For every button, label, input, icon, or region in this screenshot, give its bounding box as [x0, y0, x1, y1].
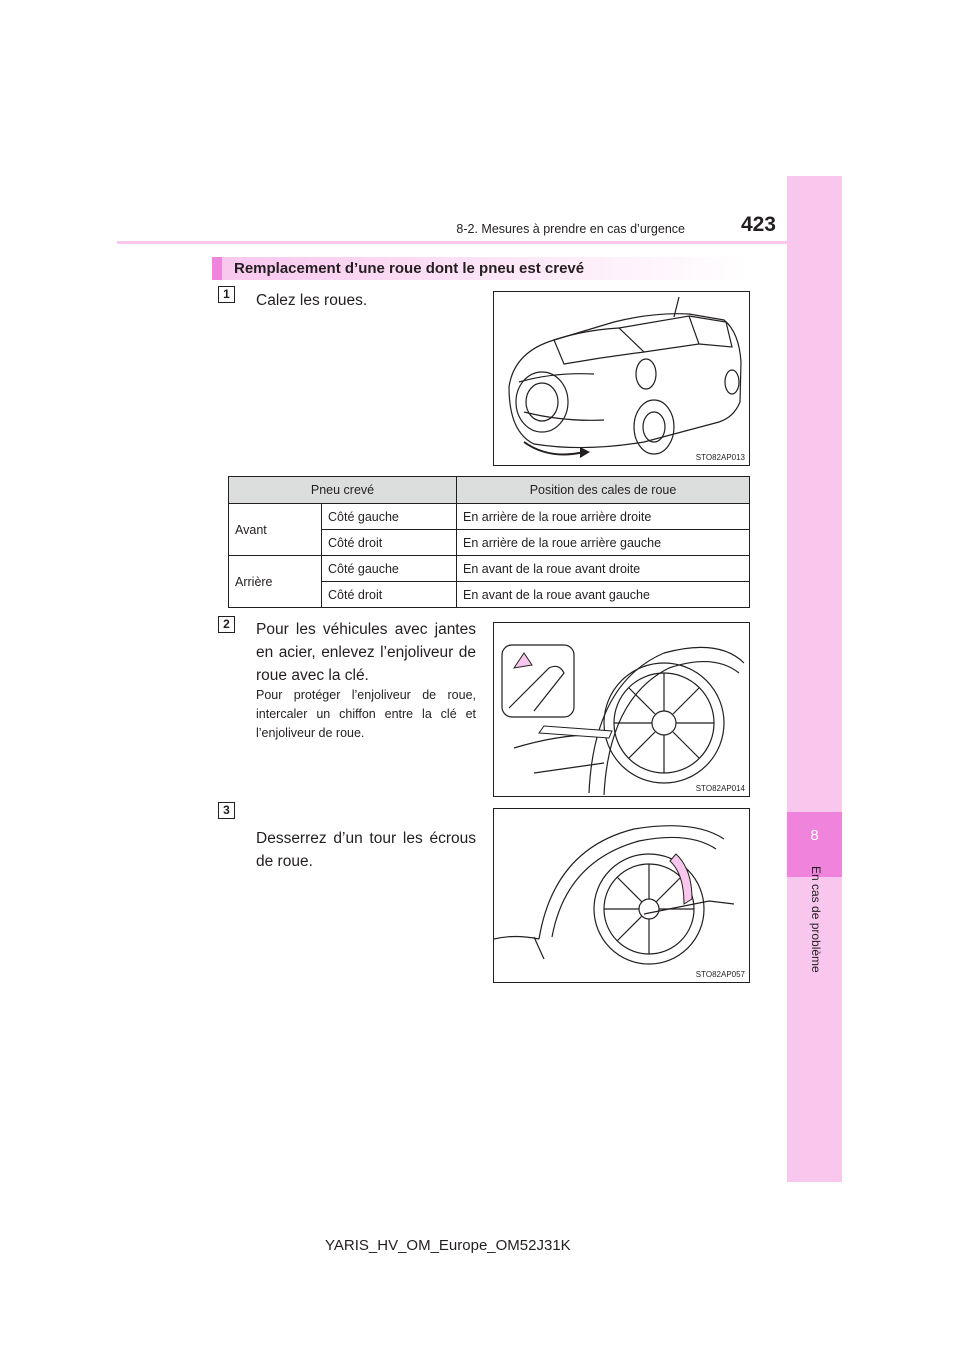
step-number-2: 2 — [218, 616, 235, 633]
wheel-chock-table — [228, 476, 750, 608]
footer-document-code: YARIS_HV_OM_Europe_OM52J31K — [325, 1237, 571, 1254]
wheel-nuts-illustration — [494, 809, 749, 982]
step-number-3: 3 — [218, 802, 235, 819]
side-cell: Côté gauche — [322, 556, 457, 582]
figure-loosen-nuts — [493, 808, 750, 983]
figure-chock-wheels — [493, 291, 750, 466]
side-cell: Côté gauche — [322, 504, 457, 530]
position-cell: En arrière de la roue arrière gauche — [457, 530, 750, 556]
table-row — [229, 504, 750, 530]
figure-code: STO82AP013 — [695, 453, 745, 462]
figure-remove-hubcap — [493, 622, 750, 797]
position-cell: En avant de la roue avant gauche — [457, 582, 750, 608]
side-cell: Côté droit — [322, 582, 457, 608]
table-header-cell: Position des cales de roue — [457, 477, 750, 504]
section-banner — [212, 257, 750, 280]
figure-code: STO82AP057 — [695, 970, 745, 979]
section-title: Remplacement d’une roue dont le pneu est crevé — [234, 260, 585, 277]
chapter-number: 8 — [810, 827, 819, 844]
chapter-side-tab — [787, 176, 842, 1182]
table-header-cell: Pneu crevé — [229, 477, 457, 504]
step-text-2: Pour les véhicules avec jantes en acier, enlevez l’enjoliveur de roue avec la clé. — [256, 621, 476, 684]
position-cell: En avant de la roue avant droite — [457, 556, 750, 582]
side-cell: Côté droit — [322, 530, 457, 556]
table-header-row — [229, 477, 750, 504]
header-divider — [117, 241, 841, 244]
tire-cell: Arrière — [229, 556, 322, 608]
page-number: 423 — [740, 213, 776, 236]
tire-cell: Avant — [229, 504, 322, 556]
step-note-2: Pour protéger l’enjoliveur de roue, intercaler un chiffon entre la clé et l’enjoliveur de roue. — [256, 688, 476, 740]
step-number-1: 1 — [218, 286, 235, 303]
step-text-3: Desserrez d’un tour les écrous de roue. — [256, 830, 476, 870]
header-section-title: 8-2. Mesures à prendre en cas d’urgence — [456, 222, 685, 236]
step-text-1: Calez les roues. — [256, 292, 368, 309]
car-illustration — [494, 292, 749, 465]
hubcap-illustration — [494, 623, 749, 796]
position-cell: En arrière de la roue arrière droite — [457, 504, 750, 530]
figure-code: STO82AP014 — [695, 784, 745, 793]
table-row — [229, 556, 750, 582]
chapter-title: En cas de problème — [809, 866, 823, 973]
